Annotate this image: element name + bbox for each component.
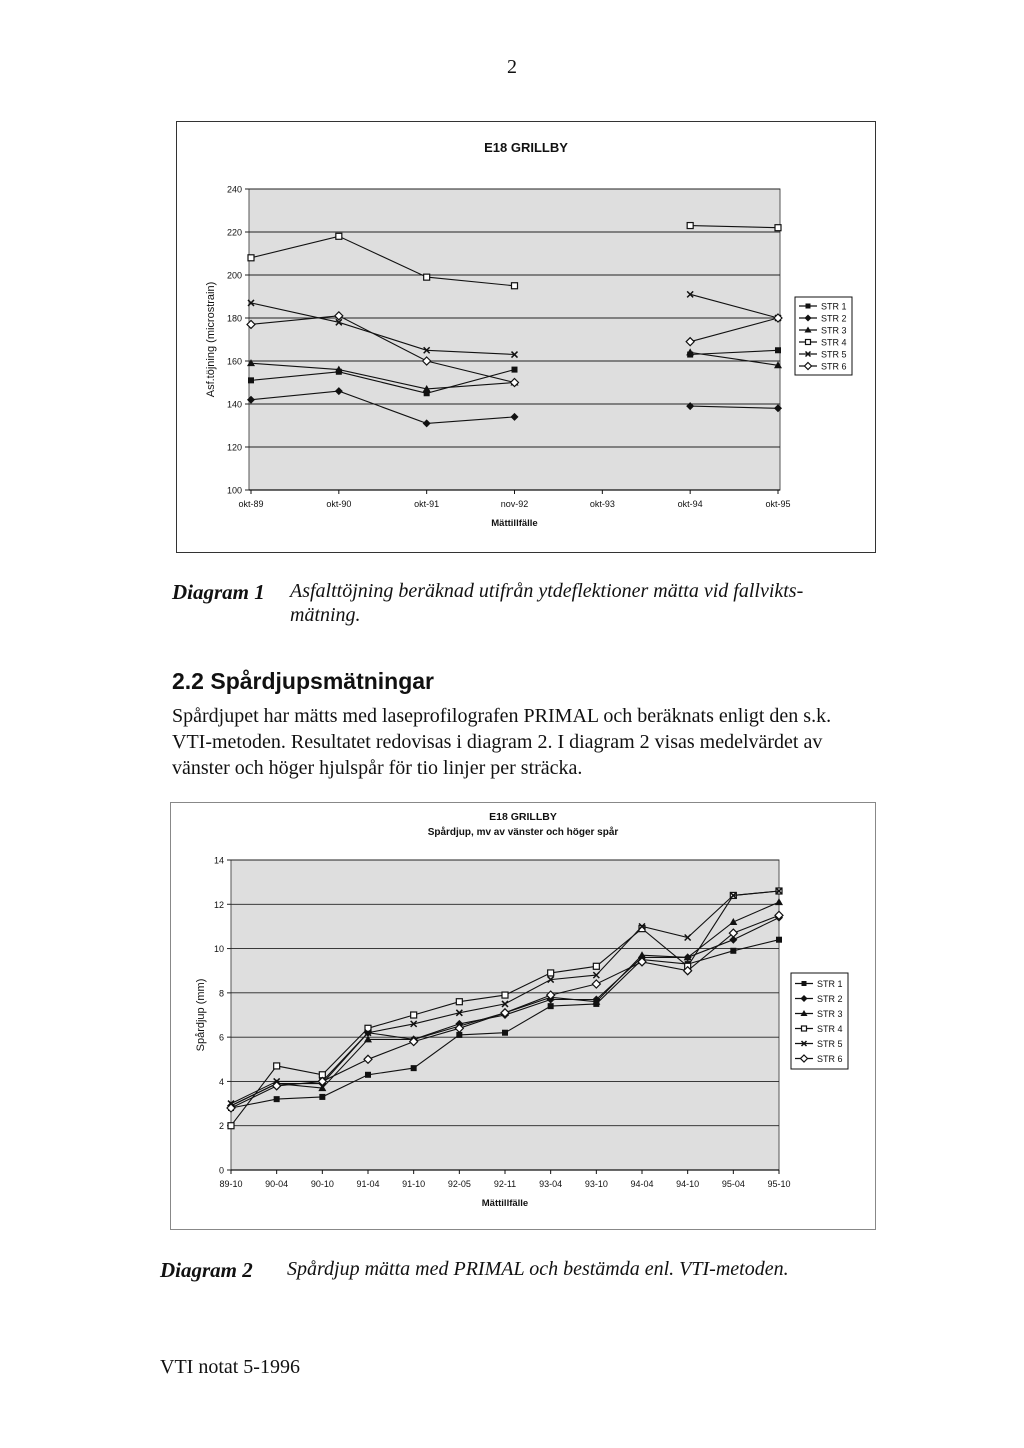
- chart2-legend-label: STR 4: [817, 1024, 843, 1034]
- chart1-x-tick-label: okt-90: [326, 499, 352, 509]
- chart2-y-tick-label: 8: [218, 988, 224, 999]
- chart1-x-tick-label: okt-93: [589, 499, 615, 509]
- chart1-data-point: [775, 225, 781, 231]
- chart1-y-tick-label: 200: [226, 270, 242, 281]
- chart2-x-tick-label: 90-04: [265, 1179, 289, 1189]
- chart1-y-tick-label: 240: [226, 184, 242, 195]
- chart2-legend: [791, 973, 848, 1069]
- chart-rut-depth: [170, 802, 876, 1230]
- section-body: Spårdjupet har mätts med laseprofilografen PRIMAL och beräknats enligt den s.k. VTI-metoden. Resultatet redovisas i diagram 2. I diagram 2 visas medelvärdet av vänster och höger hjulspår för tio linjer per sträcka.: [172, 705, 832, 779]
- chart2-legend-label: STR 5: [817, 1039, 843, 1049]
- chart2-x-tick-label: 93-04: [539, 1179, 563, 1189]
- page-number: 2: [507, 56, 517, 78]
- diagram-1-caption-line1: Asfalttöjning beräknad utifrån ytdeflektioner mätta vid fallvikts-: [290, 580, 804, 602]
- chart2-y-tick-label: 14: [213, 855, 224, 866]
- chart1-legend-marker: [806, 340, 811, 345]
- chart1-legend-label: STR 5: [821, 349, 847, 360]
- chart1-y-tick-label: 100: [226, 485, 242, 496]
- chart2-data-point: [548, 1003, 554, 1009]
- footer: VTI notat 5-1996: [160, 1356, 300, 1378]
- chart1-x-tick-label: okt-89: [238, 499, 264, 509]
- chart2-data-point: [274, 1063, 280, 1069]
- chart2-y-tick-label: 4: [218, 1076, 224, 1087]
- chart1-y-tick-label: 180: [226, 313, 242, 324]
- chart1-legend-marker: [806, 304, 811, 309]
- chart1-y-axis-label: Asf.töjning (microstrain): [205, 281, 217, 398]
- chart2-legend-marker: [802, 981, 807, 986]
- chart1-legend-label: STR 3: [821, 325, 847, 336]
- chart2-data-point: [319, 1094, 325, 1100]
- chart2-data-point: [502, 992, 508, 998]
- chart1-title: E18 GRILLBY: [484, 140, 568, 155]
- chart1-legend: [795, 297, 852, 375]
- chart1-y-tick-label: 140: [226, 399, 242, 410]
- chart1-x-tick-label: nov-92: [500, 499, 529, 509]
- chart2-legend-marker: [802, 1026, 807, 1031]
- chart1-legend-label: STR 4: [821, 337, 847, 348]
- chart2-x-tick-label: 94-10: [676, 1179, 700, 1189]
- chart2-data-point: [228, 1123, 234, 1129]
- chart1-legend-label: STR 1: [821, 301, 847, 312]
- chart2-y-tick-label: 0: [218, 1165, 224, 1176]
- chart2-y-tick-label: 6: [218, 1032, 224, 1043]
- chart2-x-tick-label: 92-11: [493, 1179, 517, 1189]
- chart2-x-tick-label: 92-05: [447, 1179, 471, 1189]
- diagram-2-label: Diagram 2: [160, 1258, 253, 1282]
- chart2-data-point: [456, 999, 462, 1005]
- chart2-data-point: [730, 948, 736, 954]
- chart2-x-tick-label: 90-10: [310, 1179, 334, 1189]
- chart1-legend-label: STR 6: [821, 361, 847, 372]
- chart1-legend-label: STR 2: [821, 313, 847, 324]
- chart2-legend-label: STR 1: [817, 979, 843, 989]
- chart2-y-tick-label: 12: [213, 899, 224, 910]
- chart2-legend-label: STR 3: [817, 1009, 843, 1019]
- chart2-legend-label: STR 6: [817, 1054, 843, 1064]
- chart1-data-point: [687, 223, 693, 229]
- chart1-x-tick-label: okt-95: [765, 499, 791, 509]
- chart1-data-point: [336, 233, 342, 239]
- chart2-data-point: [274, 1096, 280, 1102]
- chart1-data-point: [248, 255, 254, 261]
- chart2-y-axis-label: Spårdjup (mm): [195, 978, 207, 1052]
- chart2-data-point: [502, 1030, 508, 1036]
- chart2-x-tick-label: 91-04: [356, 1179, 380, 1189]
- diagram-1-label: Diagram 1: [172, 580, 265, 604]
- chart-rut-depth-svg: [171, 803, 875, 1229]
- chart1-x-tick-label: okt-91: [414, 499, 440, 509]
- chart2-x-tick-label: 91-10: [402, 1179, 426, 1189]
- chart2-x-tick-label: 95-04: [721, 1179, 745, 1189]
- chart2-legend-label: STR 2: [817, 994, 843, 1004]
- chart-asphalt-strain-svg: [177, 122, 875, 552]
- chart1-y-tick-label: 220: [226, 227, 242, 238]
- chart2-x-tick-label: 93-10: [584, 1179, 608, 1189]
- diagram-2-caption: Spårdjup mätta med PRIMAL och bestämda enl. VTI-metoden.: [287, 1258, 789, 1280]
- chart2-x-tick-label: 95-10: [767, 1179, 791, 1189]
- diagram-1-caption-line2: mätning.: [290, 604, 361, 626]
- chart2-x-tick-label: 89-10: [219, 1179, 243, 1189]
- chart-asphalt-strain: [176, 121, 876, 553]
- chart2-x-tick-label: 94-04: [630, 1179, 654, 1189]
- chart1-y-tick-label: 120: [226, 442, 242, 453]
- section-heading: 2.2 Spårdjupsmätningar: [172, 668, 435, 694]
- chart1-data-point: [424, 274, 430, 280]
- chart2-data-point: [411, 1012, 417, 1018]
- chart2-subtitle: Spårdjup, mv av vänster och höger spår: [427, 827, 619, 838]
- chart1-y-tick-label: 160: [226, 356, 242, 367]
- chart2-data-point: [365, 1072, 371, 1078]
- chart1-data-point: [248, 377, 254, 383]
- chart2-x-axis-label: Mättillfälle: [481, 1198, 529, 1209]
- chart2-data-point: [593, 963, 599, 969]
- chart2-y-tick-label: 2: [218, 1121, 224, 1132]
- chart2-y-tick-label: 10: [213, 944, 224, 955]
- chart2-title: E18 GRILLBY: [489, 811, 557, 823]
- chart1-x-axis-label: Mättillfälle: [491, 518, 538, 529]
- chart1-x-tick-label: okt-94: [677, 499, 703, 509]
- chart1-data-point: [512, 367, 518, 373]
- chart1-data-point: [512, 283, 518, 289]
- chart2-data-point: [411, 1065, 417, 1071]
- chart2-data-point: [548, 970, 554, 976]
- chart2-data-point: [776, 937, 782, 943]
- chart1-data-point: [775, 347, 781, 353]
